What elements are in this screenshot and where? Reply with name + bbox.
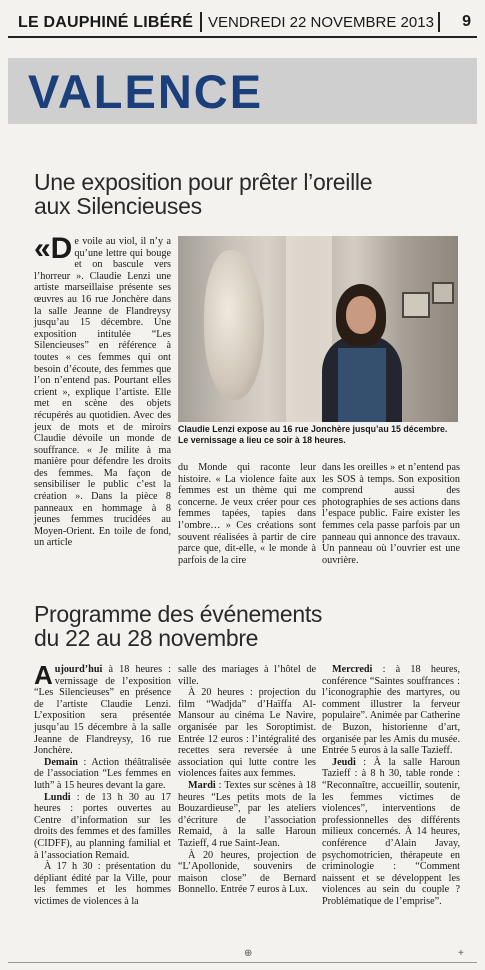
article-text: du Monde qui raconte leur histoire. « La violence faite aux femmes est un thème qui me concerne. Je veux créer pour ces femmes tapées, tapies dans l’ombre… » Ces créations sont souvent réalisées à partir de cire parce que, dit-elle, « le monde à parfois de la cire: [178, 462, 316, 566]
crop-mark-icon: +: [458, 948, 464, 959]
program-text: : À la salle Haroun Tazieff : à 8 h 30, table ronde : “Reconnaître, accueillir, soutenir, les femmes victimes de violences”, interventions de professionnelles des différents milieux concernés. À 14 heures, conférence d’Alain Javay, psychomotricien, thérapeute en criminologie : “Comment naissent et se développent les violences au sein du couple ? Problématique de l’emprise”.: [322, 756, 460, 907]
day-label: Lundi: [44, 791, 71, 803]
drop-cap: A: [34, 660, 53, 690]
article-column-1: [34, 232, 171, 549]
headline-line: aux Silencieuses: [34, 193, 202, 219]
ear-sculpture: [204, 250, 264, 400]
publication-name: LE DAUPHINÉ LIBÉRÉ: [18, 14, 194, 31]
program-text: à 18 heures : vernissage de l’exposition “Les Silencieuses” en présence de l’artiste Claudie Lenzi. L’exposition sera présentée jusqu’au 15 décembre à la salle Jeanne de Flandreysy, 16 rue Jonchère.: [34, 664, 171, 757]
article-text: dans les oreilles » et n’entend pas les SOS à temps. Son exposition comprend aussi des photographies de ses actions dans l’espace public. Faire exister les femmes cela passe parfois par un panneau qui annonce des travaux. Un panneau où l’ouvrier est une ouvrière.: [322, 462, 460, 566]
photo-caption: Claudie Lenzi expose au 16 rue Jonchère jusqu’au 15 décembre. Le vernissage a lieu ce soir à 18 heures.: [178, 424, 448, 445]
article-headline: [34, 170, 434, 218]
registration-mark-icon: ⊕: [244, 948, 253, 959]
page-number: 9: [462, 13, 471, 30]
day-label: Jeudi: [332, 756, 356, 768]
masthead-separator: [200, 12, 202, 32]
day-label: Mercredi: [332, 664, 373, 675]
program-column-1: [34, 660, 171, 907]
program-column-3: [322, 664, 460, 907]
program-text: À 17 h 30 : présentation du dépliant édité par la Ville, pour les femmes et les hommes victimes de violences à la: [34, 861, 171, 907]
day-label: Demain: [44, 756, 78, 768]
article-column-3: [322, 462, 460, 566]
program-text: salle des mariages à l’hôtel de ville.: [178, 664, 316, 687]
program-text: À 20 heures, projection de “L’Apollonide, souvenirs de maison close” de Bernard Bonnello. Entrée 7 euros à Lux.: [178, 849, 316, 896]
program-text: : de 13 h 30 au 17 heures : portes ouvertes au Centre d’information sur les droits des femmes et des familles (CIDFF), au planning familial et à l’association Remaid.: [34, 791, 171, 861]
headline-line: du 22 au 28 novembre: [34, 625, 259, 651]
program-text: : Action théâtralisée de l’association “Les femmes en luth” à 15 heures devant la gare.: [34, 756, 171, 791]
article-column-2: [178, 462, 316, 566]
program-text: : Textes sur scènes à 18 heures “Les petits mots de la Bouzardieuse”, par les ateliers d’écriture de l’association Remaid, à la salle Haroun Tazieff, 4 rue Saint-Jean.: [178, 779, 316, 849]
headline-line: Une exposition pour prêter l’oreille: [34, 169, 373, 195]
program-text: : à 18 heures, conférence “Saintes souffrances : l’iconographie des martyres, ou comment illustrer la ferveur populaire”. Animée par Catherine de Buzon, historienne d’art, organisée par les Amis du musée. Entrée 5 euros à la salle Tazieff.: [322, 664, 460, 757]
article-text: e voile au viol, il n’y a qu’une lettre qui bouge et on bascule vers l’horreur ». Claudie Lenzi une artiste marseillaise présente ses œuvres au 16 rue Jonchère dans la salle Jeanne de Flandreysy jusqu’au 15 décembre. Une exposition intitulée “Les Silencieuses” en référence à toutes « ces femmes qui ont besoin d’écoute, des femmes que l’on n’entend pas. Pourtant elles crient », explique l’artiste. Elle met en scène des objets récupérés au quotidien. Avec des jeux de mots et de miroirs Claudie dévoile un monde de souffrance. « Je milite à ma manière pour défendre les droits des femmes. Ma façon de sensibiliser le public c’est la création ». Dans la pièce 8 panneaux en hommage à 8 jeunes femmes trucidées au Moyen-Orient. En toile de fond, un article: [34, 236, 171, 549]
masthead: [8, 6, 477, 38]
program-headline: [34, 602, 454, 650]
program-column-2: [178, 664, 316, 896]
page-footer-rule: [8, 962, 477, 963]
section-title: VALENCE: [28, 65, 264, 118]
masthead-separator: [438, 12, 440, 32]
program-text: À 20 heures : projection du film “Wadjda” d’Haïffa Al-Mansour au cinéma Le Navire, organisée par les Soroptimist. Entrée 12 euros : l’intégralité des recettes sera reversée à une association qui lutte contre les violences faites aux femmes.: [178, 687, 316, 780]
publication-date: VENDREDI 22 NOVEMBRE 2013: [208, 14, 434, 31]
headline-line: Programme des événements: [34, 601, 323, 627]
day-label: Mardi: [188, 779, 216, 791]
drop-cap: «D: [34, 232, 73, 265]
article-photo: [178, 236, 458, 422]
day-label: ujourd’hui: [54, 664, 103, 675]
